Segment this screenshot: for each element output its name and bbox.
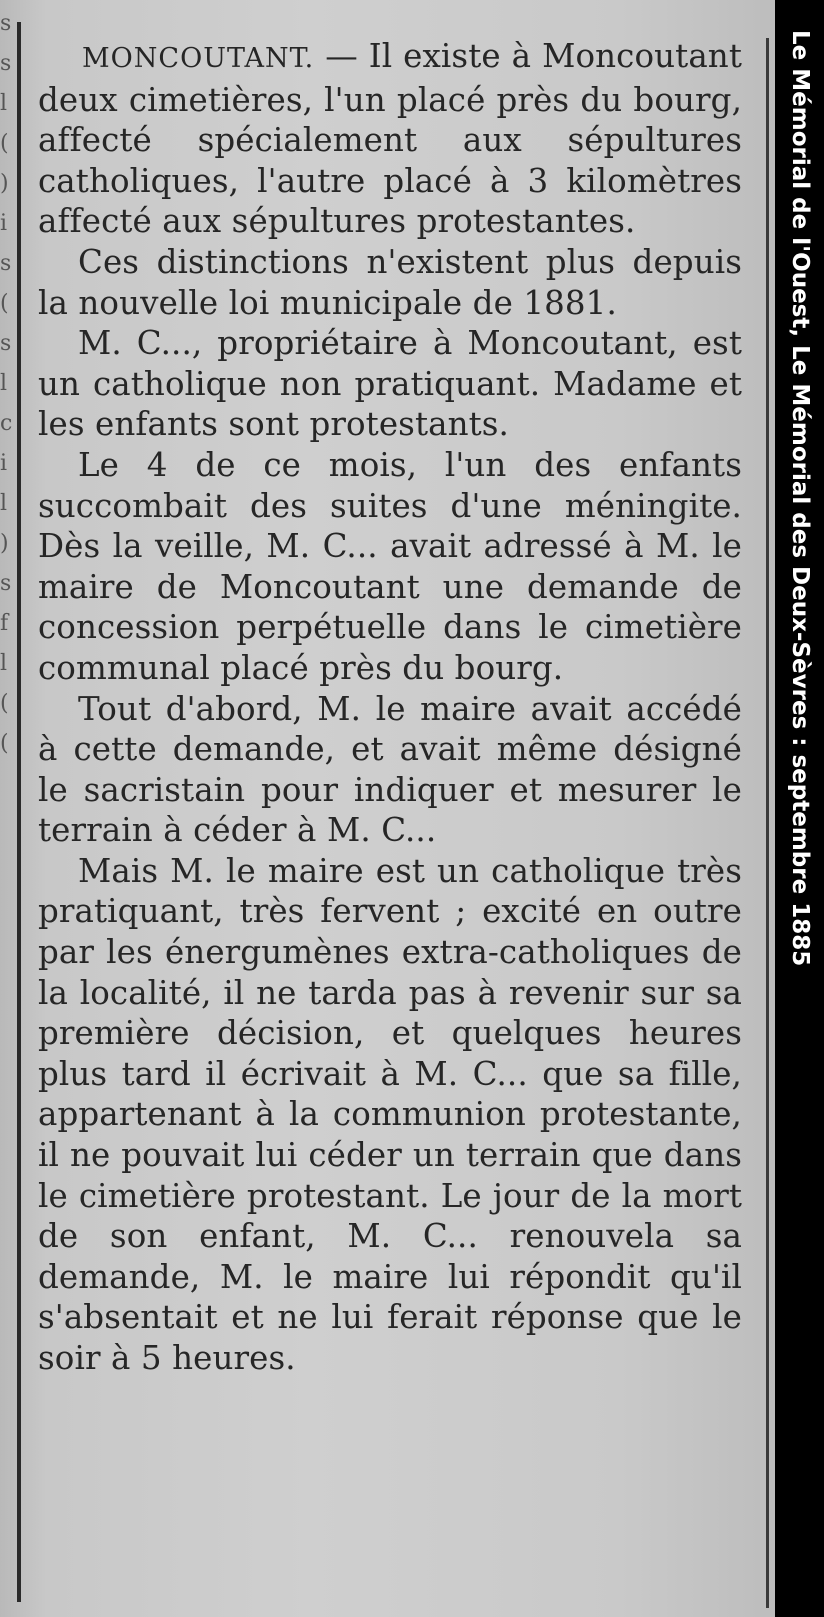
column-rule-right (766, 38, 769, 1608)
article-column (38, 36, 742, 1379)
margin-fragment-text: s s l ( ) i s ( s l c i l ) s f l ( ( (0, 11, 13, 756)
article-heading: MONCOUTANT. (82, 43, 315, 74)
column-rule-left (17, 22, 21, 1602)
article-paragraph-6: Mais M. le maire est un catholique très pratiquant, très fervent ; excité en outre par les énergumènes extra-catholiques de la localité, il ne tarda pas à revenir sur sa première décision, et quelques heures plus tard il écrivait à M. C... que sa fille, appartenant à la communion protestante, il ne pouvait lui céder un terrain que dans le cimetière protestant. Le jour de la mort de son enfant, M. C... renouvela sa demande, M. le maire lui répondit qu'il s'absentait et ne lui ferait réponse que le soir à 5 heures. (38, 851, 742, 1377)
article-paragraph-1-text: — Il existe à Moncoutant deux cimetières, l'un placé près du bourg, affecté spécialement aux sépultures catholiques, l'autre placé à 3 kilomètres affecté aux sépultures protestantes. (38, 37, 742, 241)
article-paragraph-4: Le 4 de ce mois, l'un des enfants succombait des suites d'une méningite. Dès la veille, M. C... avait adressé à M. le maire de Moncoutant une demande de concession perpétuelle dans le cimetière communal placé près du bourg. (38, 445, 742, 687)
article-paragraph-2: Ces distinctions n'existent plus depuis la nouvelle loi municipale de 1881. (38, 242, 742, 322)
source-caption: Le Mémorial de l'Ouest, Le Mémorial des Deux-Sèvres : septembre 1885 (787, 30, 813, 967)
article-paragraph-5: Tout d'abord, M. le maire avait accédé à cette demande, et avait même désigné le sacristain pour indiquer et mesurer le terrain à céder à M. C... (38, 689, 742, 850)
article-paragraph-1 (38, 36, 742, 242)
adjacent-column-fragment (0, 0, 16, 1617)
article-paragraph-3: M. C..., propriétaire à Moncoutant, est un catholique non pratiquant. Madame et les enfants sont protestants. (38, 324, 742, 444)
